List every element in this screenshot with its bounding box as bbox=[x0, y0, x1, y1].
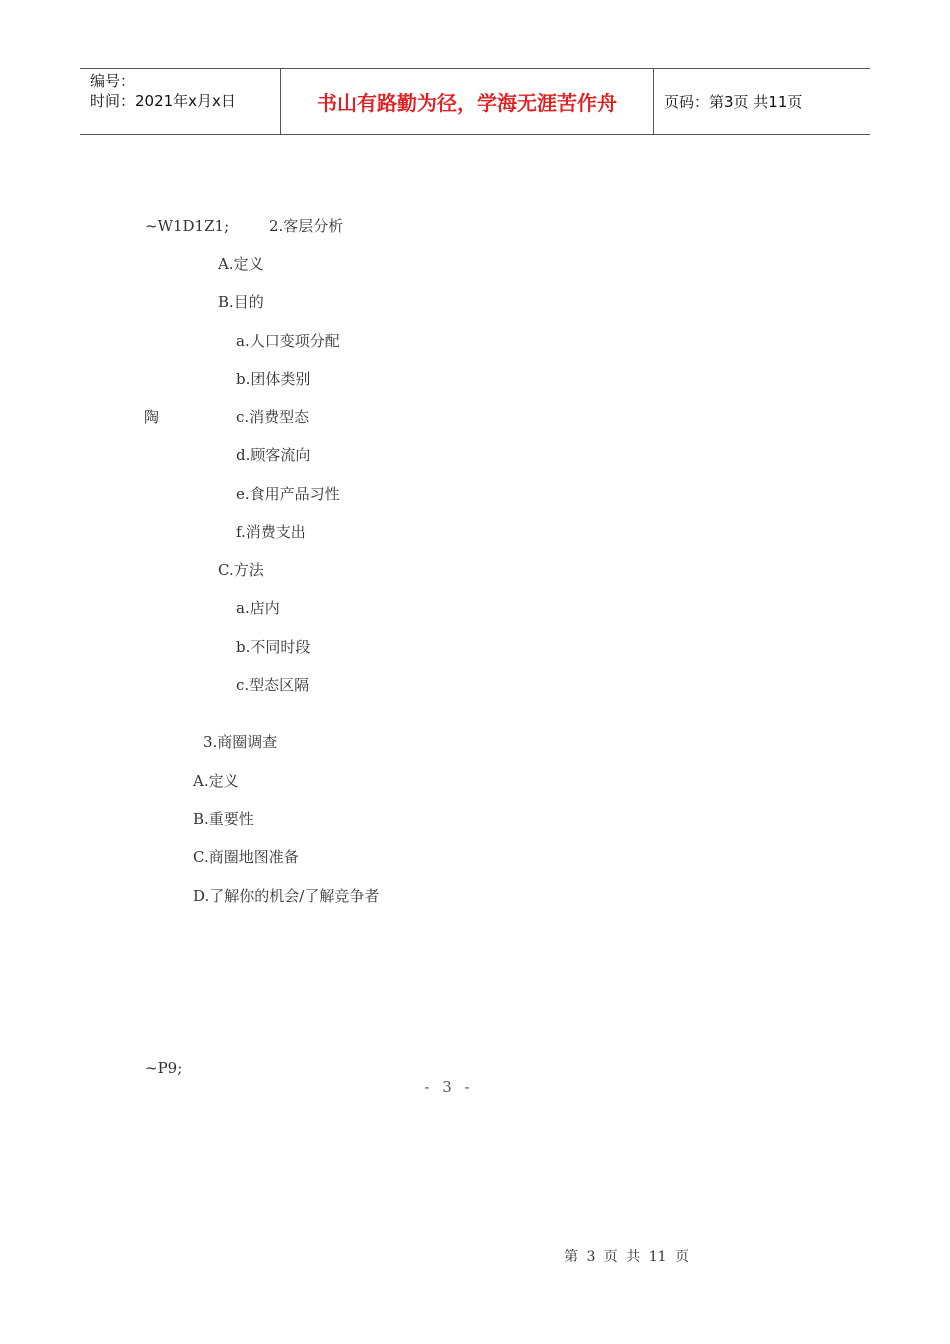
section-2-b-sub-d: d.顾客流向 bbox=[236, 446, 311, 464]
section-2-title: 2.客层分析 bbox=[269, 217, 344, 235]
header-motto: 书山有路勤为径，学海无涯苦作舟 bbox=[281, 69, 654, 134]
section-2-b-sub-b: b.团体类别 bbox=[236, 370, 311, 388]
section-2-item-c: C.方法 bbox=[218, 561, 264, 579]
section-3-item-b: B.重要性 bbox=[193, 810, 254, 828]
page-footer: 第 3 页 共 11 页 bbox=[564, 1249, 689, 1265]
header-page-info: 页码：第3页 共11页 bbox=[664, 93, 803, 111]
page-number: - 3 - bbox=[424, 1078, 474, 1096]
section-2-c-sub-b: b.不同时段 bbox=[236, 638, 311, 656]
code-marker-top: ~W1D1Z1; bbox=[145, 217, 230, 235]
section-2-item-b: B.目的 bbox=[218, 293, 264, 311]
code-marker-bottom: ~P9; bbox=[145, 1059, 183, 1077]
section-2-b-sub-f: f.消费支出 bbox=[236, 523, 306, 541]
document-date: 时间：2021年x月x日 bbox=[90, 92, 236, 110]
section-3-item-d: D.了解你的机会/了解竞争者 bbox=[193, 887, 380, 905]
section-3-item-c: C.商圈地图准备 bbox=[193, 848, 299, 866]
section-2-c-sub-c: c.型态区隔 bbox=[236, 676, 310, 694]
section-2-b-sub-a: a.人口变项分配 bbox=[236, 332, 340, 350]
section-2-item-a: A.定义 bbox=[218, 255, 264, 273]
page-header bbox=[80, 68, 870, 135]
section-2-b-sub-e: e.食用产品习性 bbox=[236, 485, 340, 503]
section-3-title: 3.商圈调查 bbox=[203, 733, 278, 751]
section-3-item-a: A.定义 bbox=[193, 772, 239, 790]
margin-character: 陶 bbox=[144, 408, 160, 426]
section-2-c-sub-a: a.店内 bbox=[236, 599, 280, 617]
section-2-b-sub-c: c.消费型态 bbox=[236, 408, 310, 426]
header-meta bbox=[80, 69, 281, 134]
document-number-label: 编号： bbox=[90, 72, 136, 90]
